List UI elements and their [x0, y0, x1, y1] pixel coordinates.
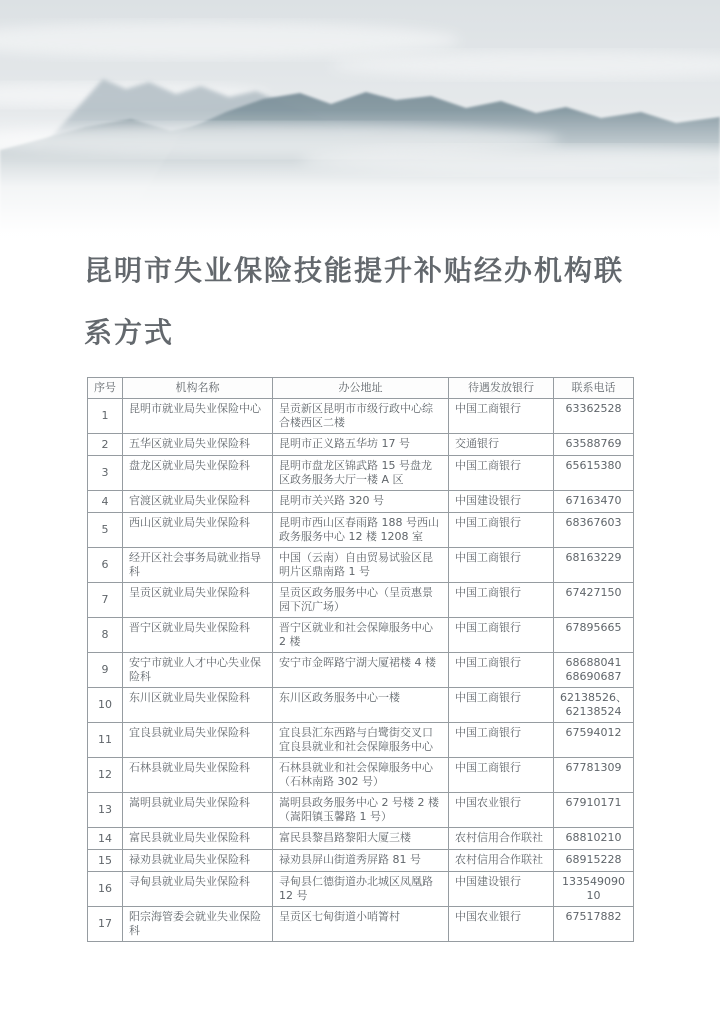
bank: 中国工商银行 [449, 758, 554, 793]
org-name: 经开区社会事务局就业指导科 [123, 548, 273, 583]
phone: 67163470 [554, 491, 634, 513]
phone: 63588769 [554, 434, 634, 456]
phone: 67910171 [554, 793, 634, 828]
bank: 中国工商银行 [449, 513, 554, 548]
mountain-landscape-image [0, 0, 720, 250]
org-name: 阳宗海管委会就业失业保险科 [123, 907, 273, 942]
office-address: 东川区政务服务中心一楼 [273, 688, 449, 723]
row-index: 13 [88, 793, 123, 828]
bank: 中国工商银行 [449, 399, 554, 434]
row-index: 14 [88, 828, 123, 850]
bank: 中国工商银行 [449, 723, 554, 758]
office-address: 禄劝县屏山街道秀屏路 81 号 [273, 850, 449, 872]
table-row [88, 548, 634, 583]
bank: 中国工商银行 [449, 618, 554, 653]
row-index: 10 [88, 688, 123, 723]
org-name: 五华区就业局失业保险科 [123, 434, 273, 456]
row-index: 3 [88, 456, 123, 491]
office-address: 昆明市关兴路 320 号 [273, 491, 449, 513]
office-address: 嵩明县政务服务中心 2 号楼 2 楼（嵩阳镇玉馨路 1 号） [273, 793, 449, 828]
org-name: 宜良县就业局失业保险科 [123, 723, 273, 758]
contact-table [87, 377, 634, 942]
bank: 中国工商银行 [449, 583, 554, 618]
office-address: 呈贡区政务服务中心（呈贡惠景园下沉广场） [273, 583, 449, 618]
office-address: 石林县就业和社会保障服务中心（石林南路 302 号） [273, 758, 449, 793]
phone: 68810210 [554, 828, 634, 850]
office-address: 晋宁区就业和社会保障服务中心 2 楼 [273, 618, 449, 653]
org-name: 昆明市就业局失业保险中心 [123, 399, 273, 434]
phone: 67594012 [554, 723, 634, 758]
office-address: 昆明市西山区春雨路 188 号西山政务服务中心 12 楼 1208 室 [273, 513, 449, 548]
row-index: 16 [88, 872, 123, 907]
row-index: 17 [88, 907, 123, 942]
table-row [88, 399, 634, 434]
phone: 67427150 [554, 583, 634, 618]
table-row [88, 907, 634, 942]
org-name: 寻甸县就业局失业保险科 [123, 872, 273, 907]
row-index: 1 [88, 399, 123, 434]
office-address: 安宁市金晖路宁湖大厦裙楼 4 楼 [273, 653, 449, 688]
table-row [88, 688, 634, 723]
table-row [88, 872, 634, 907]
org-name: 呈贡区就业局失业保险科 [123, 583, 273, 618]
table-row [88, 434, 634, 456]
bank: 农村信用合作联社 [449, 828, 554, 850]
row-index: 12 [88, 758, 123, 793]
table-row [88, 583, 634, 618]
row-index: 15 [88, 850, 123, 872]
row-index: 8 [88, 618, 123, 653]
row-index: 9 [88, 653, 123, 688]
bank: 中国工商银行 [449, 548, 554, 583]
table-row [88, 793, 634, 828]
phone: 67895665 [554, 618, 634, 653]
office-address: 呈贡区七甸街道小哨箐村 [273, 907, 449, 942]
header-office-address: 办公地址 [273, 378, 449, 399]
org-name: 东川区就业局失业保险科 [123, 688, 273, 723]
office-address: 昆明市正义路五华坊 17 号 [273, 434, 449, 456]
org-name: 晋宁区就业局失业保险科 [123, 618, 273, 653]
table-body [88, 399, 634, 942]
table-row [88, 723, 634, 758]
bank: 中国建设银行 [449, 872, 554, 907]
office-address: 呈贡新区昆明市市级行政中心综合楼西区二楼 [273, 399, 449, 434]
row-index: 11 [88, 723, 123, 758]
org-name: 富民县就业局失业保险科 [123, 828, 273, 850]
header-bank: 待遇发放银行 [449, 378, 554, 399]
org-name: 官渡区就业局失业保险科 [123, 491, 273, 513]
table-row [88, 653, 634, 688]
bank: 交通银行 [449, 434, 554, 456]
office-address: 中国（云南）自由贸易试验区昆明片区鼎南路 1 号 [273, 548, 449, 583]
header-org-name: 机构名称 [123, 378, 273, 399]
office-address: 宜良县汇东西路与白鹭街交叉口宜良县就业和社会保障服务中心 [273, 723, 449, 758]
org-name: 嵩明县就业局失业保险科 [123, 793, 273, 828]
phone: 63362528 [554, 399, 634, 434]
row-index: 6 [88, 548, 123, 583]
bank: 中国工商银行 [449, 688, 554, 723]
org-name: 西山区就业局失业保险科 [123, 513, 273, 548]
phone: 13354909010 [554, 872, 634, 907]
phone: 68163229 [554, 548, 634, 583]
phone: 68367603 [554, 513, 634, 548]
office-address: 昆明市盘龙区锦武路 15 号盘龙区政务服务大厅一楼 A 区 [273, 456, 449, 491]
table-row [88, 491, 634, 513]
header-row-index: 序号 [88, 378, 123, 399]
phone: 67781309 [554, 758, 634, 793]
header-phone: 联系电话 [554, 378, 634, 399]
table-row [88, 850, 634, 872]
org-name: 盘龙区就业局失业保险科 [123, 456, 273, 491]
bank: 中国农业银行 [449, 907, 554, 942]
row-index: 7 [88, 583, 123, 618]
table-row [88, 456, 634, 491]
office-address: 富民县黎昌路黎阳大厦三楼 [273, 828, 449, 850]
org-name: 禄劝县就业局失业保险科 [123, 850, 273, 872]
row-index: 4 [88, 491, 123, 513]
bank: 农村信用合作联社 [449, 850, 554, 872]
table-row [88, 618, 634, 653]
phone: 65615380 [554, 456, 634, 491]
office-address: 寻甸县仁德街道办北城区凤凰路 12 号 [273, 872, 449, 907]
page-title: 昆明市失业保险技能提升补贴经办机构联系方式 [84, 254, 625, 349]
table-row [88, 828, 634, 850]
phone: 68688041 68690687 [554, 653, 634, 688]
bank: 中国农业银行 [449, 793, 554, 828]
row-index: 2 [88, 434, 123, 456]
phone: 68915228 [554, 850, 634, 872]
table-header-row [88, 378, 634, 399]
bank: 中国工商银行 [449, 456, 554, 491]
phone: 62138526、62138524 [554, 688, 634, 723]
org-name: 安宁市就业人才中心失业保险科 [123, 653, 273, 688]
bank: 中国建设银行 [449, 491, 554, 513]
misty-mountains-banner [0, 0, 720, 250]
table-row [88, 513, 634, 548]
bank: 中国工商银行 [449, 653, 554, 688]
org-name: 石林县就业局失业保险科 [123, 758, 273, 793]
table-row [88, 758, 634, 793]
row-index: 5 [88, 513, 123, 548]
phone: 67517882 [554, 907, 634, 942]
